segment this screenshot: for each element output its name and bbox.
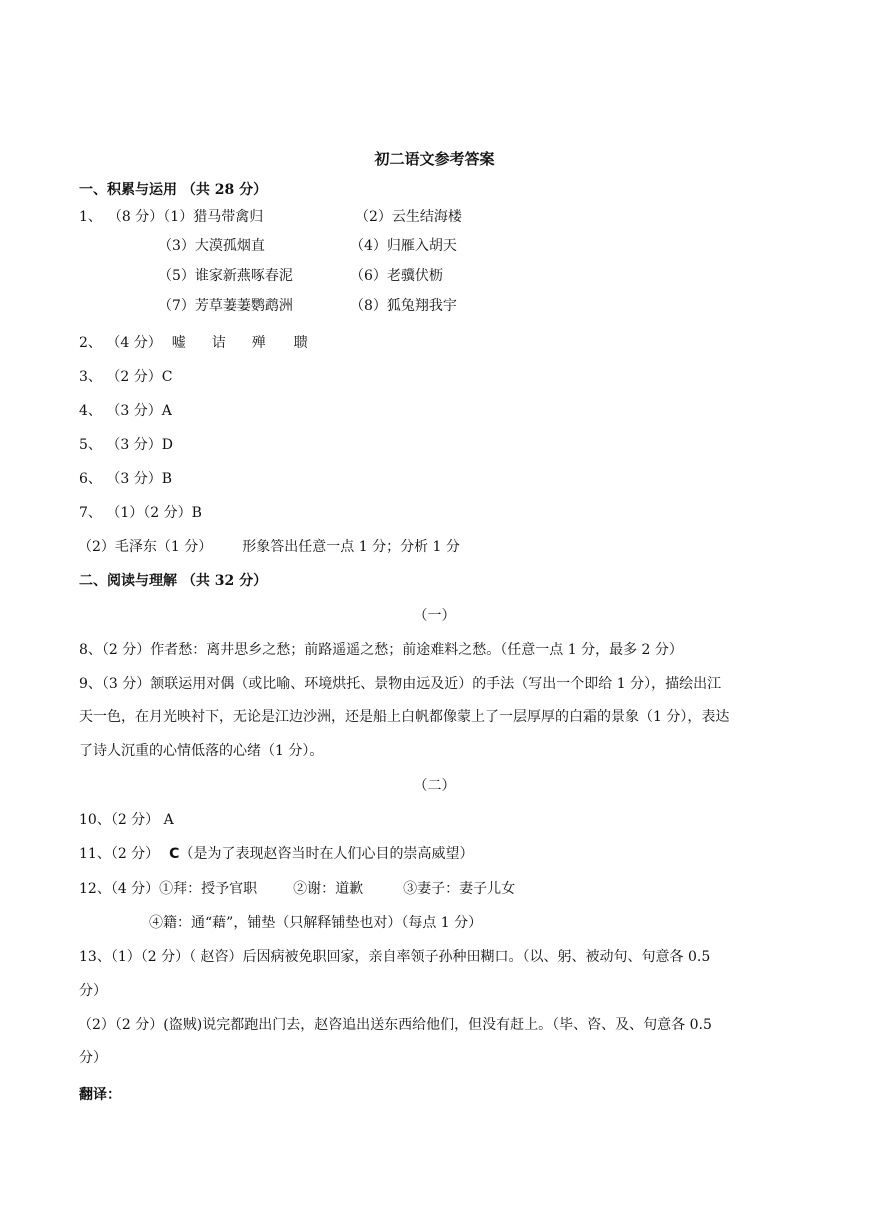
- q12-lead: 12、（4 分）: [79, 881, 160, 897]
- q7-part2-scoring: 形象答出任意一点 1 分；分析 1 分: [242, 539, 460, 555]
- q3-answer: 3、 （2 分）C: [79, 369, 173, 385]
- q1-row1: [79, 207, 263, 227]
- q13-line-3: （2）（2 分）(盗贼)说完都跑出门去，赵咨追出送东西给他们，但没有赶上。（毕、咨、及、句意各 0.5: [78, 1017, 712, 1033]
- section1-heading: 一、积累与运用 （共 28 分）: [79, 182, 268, 198]
- q7-part2-row: [78, 537, 460, 557]
- q2-char-1: 嘘: [171, 335, 186, 351]
- q13-line-4: 分）: [79, 1050, 107, 1066]
- section2-heading: 二、阅读与理解 （共 32 分）: [79, 573, 268, 589]
- q1-item-7: （7）芳草萋萋鹦鹉洲: [158, 298, 293, 314]
- q7-part1-answer: 7、 （1）（2 分）B: [79, 505, 202, 521]
- q9-line-3: 了诗人沉重的心情低落的心绪（1 分）。: [79, 743, 324, 759]
- q1-item-3: （3）大漠孤烟直: [158, 238, 265, 254]
- q10-answer: 10、（2 分） A: [79, 812, 174, 828]
- page-title: 初二语文参考答案: [374, 150, 495, 168]
- q6-answer: 6、 （3 分）B: [79, 471, 173, 487]
- q5-answer: 5、 （3 分）D: [79, 437, 173, 453]
- q2-lead: 2、 （4 分）: [79, 335, 162, 351]
- q11-answer: C: [169, 846, 180, 862]
- q12-item-3: ③妻子：妻子儿女: [403, 881, 516, 897]
- subsection-2-label: （二）: [413, 778, 456, 794]
- q7-part2-answer: （2）毛泽东（1 分）: [78, 539, 213, 555]
- q4-answer: 4、 （3 分）A: [79, 403, 172, 419]
- q2-char-4: 聩: [293, 335, 308, 351]
- q9-line-1: 9、（3 分）颔联运用对偶（或比喻、环境烘托、景物由远及近）的手法（写出一个即给 1 分），描绘出江: [79, 676, 722, 692]
- q9-line-2: 天一色，在月光映衬下，无论是江边沙洲，还是船上白帆都像蒙上了一层厚厚的白霜的景象（1 分），表达: [79, 709, 730, 725]
- q1-item-1: （1）猎马带禽归: [163, 209, 264, 225]
- q13-line-1: 13、（1）（2 分）（ 赵咨）后因病被免职回家，亲自率领子孙种田糊口。（以、躬、被动句、句意各 0.5: [79, 949, 711, 965]
- q12-item-2: ②谢：道歉: [293, 881, 364, 897]
- q1-item-5: （5）谁家新燕啄春泥: [158, 268, 293, 284]
- q1-item-6: （6）老骥伏枥: [350, 268, 443, 284]
- q1-item-2: （2）云生结海楼: [355, 209, 462, 225]
- q12-item-1: ①拜：授予官职: [159, 881, 258, 897]
- q1-score: （8 分）: [107, 209, 164, 225]
- q1-item-4: （4）归雁入胡天: [350, 238, 457, 254]
- q2-row: [79, 333, 308, 353]
- q1-item-8: （8）狐兔翔我宇: [350, 298, 457, 314]
- q2-char-3: 殚: [251, 335, 266, 351]
- q13-line-2: 分）: [79, 983, 107, 999]
- q11-lead: 11、（2 分）: [79, 846, 160, 862]
- q12-row1: [79, 879, 515, 899]
- q2-char-2: 诘: [211, 335, 226, 351]
- q11-row: [79, 844, 473, 864]
- q12-row2: ④籍：通“藉”，铺垫（只解释铺垫也对）（每点 1 分）: [149, 915, 483, 931]
- q8-answer: 8、（2 分）作者愁：离井思乡之愁；前路遥遥之愁；前途难料之愁。（任意一点 1 分，最多 2 分）: [79, 642, 683, 658]
- q1-number: 1、: [79, 209, 102, 225]
- translation-heading: 翻译：: [79, 1087, 121, 1103]
- subsection-1-label: （一）: [413, 608, 456, 624]
- q11-note: （是为了表现赵咨当时在人们心目的崇高威望）: [179, 846, 474, 862]
